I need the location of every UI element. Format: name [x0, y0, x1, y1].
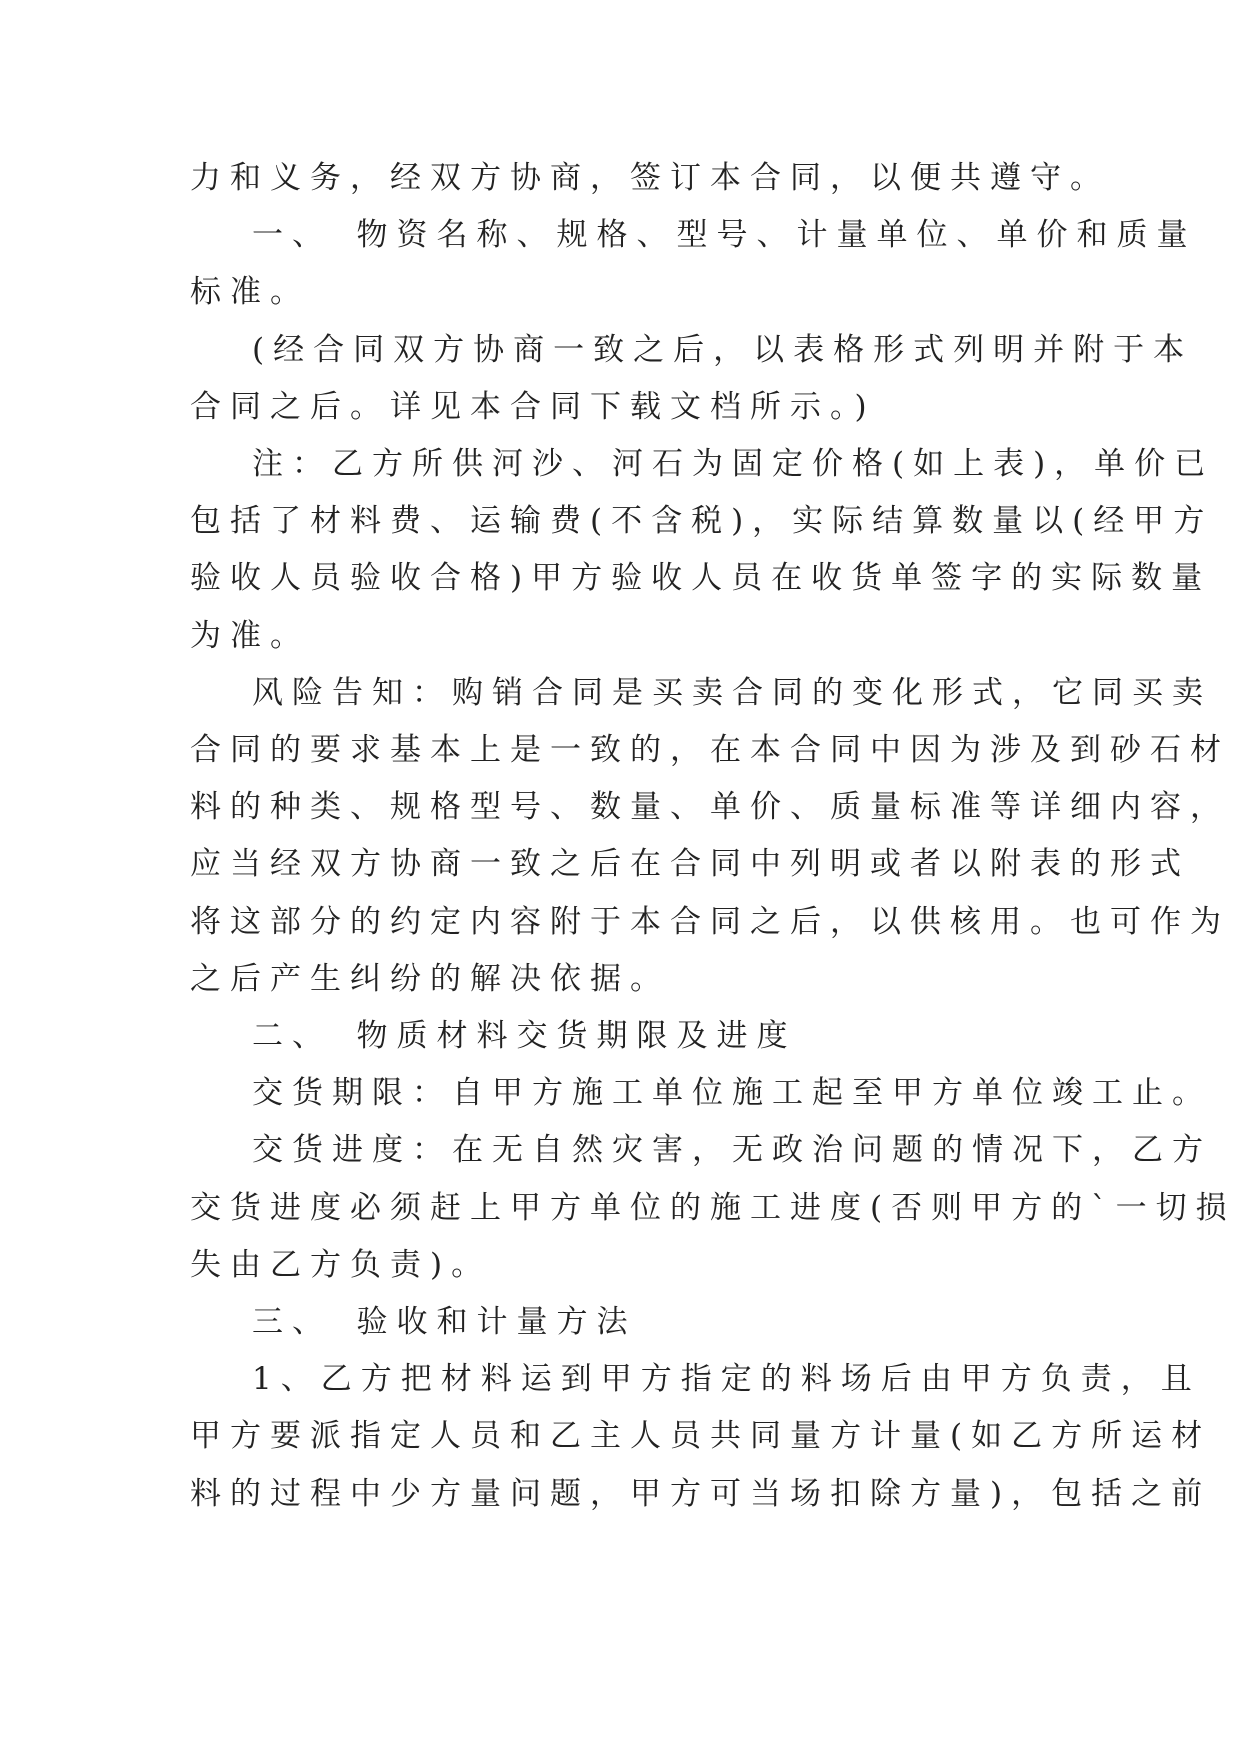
paragraph-line: 交货进度必须赶上甲方单位的施工进度(否则甲方的`一切损: [190, 1190, 1236, 1226]
paragraph-line: 包括了材料费、运输费(不含税)，实际结算数量以(经甲方: [190, 503, 1214, 539]
paragraph-line: 合同的要求基本上是一致的，在本合同中因为涉及到砂石材: [190, 732, 1230, 768]
paragraph-line: 交货进度：在无自然灾害，无政治问题的情况下，乙方: [252, 1132, 1212, 1168]
paragraph-line: 1、乙方把材料运到甲方指定的料场后由甲方负责，且: [252, 1361, 1201, 1397]
paragraph-line: 验收人员验收合格)甲方验收人员在收货单签字的实际数量: [190, 560, 1212, 596]
paragraph-line: 合同之后。详见本合同下载文档所示。): [190, 389, 876, 425]
paragraph-line: 料的过程中少方量问题，甲方可当场扣除方量)，包括之前: [190, 1476, 1212, 1512]
paragraph-line: 应当经双方协商一致之后在合同中列明或者以附表的形式: [190, 846, 1190, 882]
paragraph-line: 力和义务，经双方协商，签订本合同，以便共遵守。: [190, 160, 1110, 196]
paragraph-line: 风险告知：购销合同是买卖合同的变化形式，它同买卖: [252, 675, 1212, 711]
paragraph-line: 注：乙方所供河沙、河石为固定价格(如上表)，单价已: [252, 446, 1215, 482]
paragraph-line: 之后产生纠纷的解决依据。: [190, 961, 670, 997]
paragraph-line: 为准。: [190, 618, 310, 654]
paragraph-line: 将这部分的约定内容附于本合同之后，以供核用。也可作为: [190, 904, 1230, 940]
section-heading-3: 三、 验收和计量方法: [252, 1304, 637, 1340]
paragraph-line: (经合同双方协商一致之后，以表格形式列明并附于本: [252, 332, 1194, 368]
section-heading-1: 一、 物资名称、规格、型号、计量单位、单价和质量: [252, 217, 1197, 253]
paragraph-line: 标准。: [190, 274, 310, 310]
paragraph-line: 交货期限：自甲方施工单位施工起至甲方单位竣工止。: [252, 1075, 1212, 1111]
paragraph-line: 甲方要派指定人员和乙主人员共同量方计量(如乙方所运材: [190, 1418, 1212, 1454]
paragraph-line: 料的种类、规格型号、数量、单价、质量标准等详细内容，: [190, 789, 1230, 825]
paragraph-line: 失由乙方负责)。: [190, 1247, 492, 1283]
section-heading-2: 二、 物质材料交货期限及进度: [252, 1018, 797, 1054]
